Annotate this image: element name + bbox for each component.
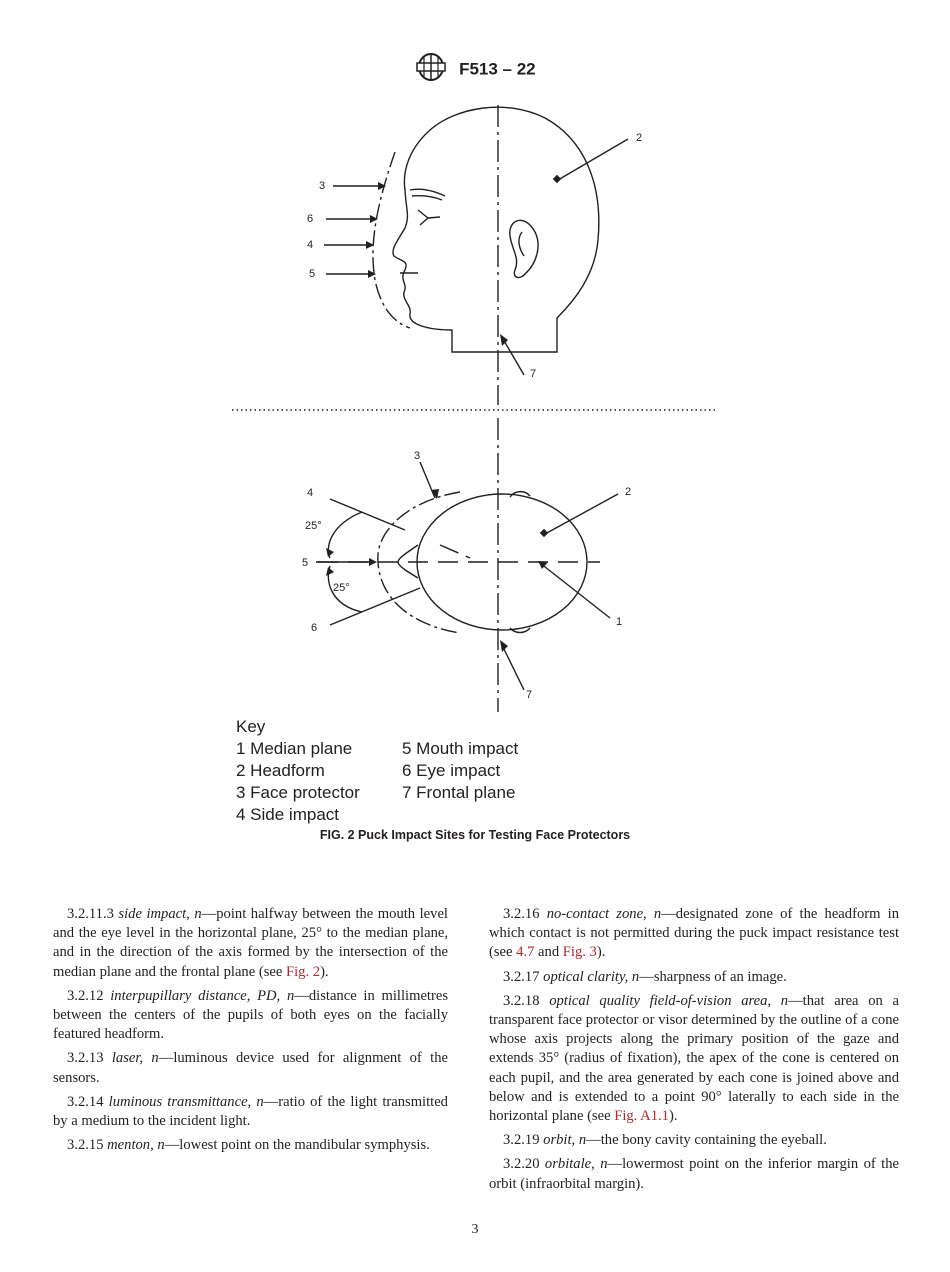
definition-term: interpupillary distance, PD, n	[110, 987, 295, 1004]
top-label-6: 6	[311, 622, 318, 634]
top-label-5: 5	[302, 557, 309, 569]
top-label-1: 1	[616, 616, 623, 628]
key-item-4: 4 Side impact	[236, 805, 339, 824]
definition-term: optical quality field-of-vision area, n	[549, 992, 789, 1009]
definition-text: —luminous device used for alignment of the sensors.	[53, 1050, 448, 1086]
definition-text: —distance in millimetres between the centers of the pupils of both eyes on the facially featured headform.	[53, 987, 449, 1043]
definition-number: 3.2.18	[503, 992, 540, 1009]
side-label-3: 3	[319, 180, 326, 192]
definition-3-2-16	[489, 905, 899, 963]
definition-3-2-14	[53, 1093, 448, 1131]
key-item-3: 3 Face protector	[236, 783, 360, 802]
head-profile-outline	[393, 107, 599, 352]
side-label-4: 4	[307, 239, 314, 251]
key-item-6: 6 Eye impact	[402, 761, 501, 780]
definition-text: —lowermost point on the inferior margin of the orbit (infraorbital margin).	[489, 1156, 899, 1192]
definition-number: 3.2.11.3	[67, 906, 114, 922]
definition-text: —point halfway between the mouth level and the eye level in the horizontal plane, 25° to the median plane, and in the direction of the axis formed by the intersection of the median plane and the frontal plane (see	[53, 906, 448, 980]
definition-term: menton, n	[107, 1137, 165, 1154]
page-number: 3	[471, 1222, 479, 1237]
standard-designation: F513 – 22	[459, 59, 536, 79]
definition-term: side impact, n	[118, 906, 202, 922]
definition-text: —lowest point on the mandibular symphysis.	[164, 1137, 430, 1154]
definition-term: orbitale, n	[544, 1156, 608, 1173]
definition-3-2-13	[53, 1049, 448, 1087]
key-title: Key	[236, 717, 266, 736]
definition-text: —sharpness of an image.	[639, 968, 787, 985]
top-label-2: 2	[625, 486, 632, 498]
angle-label-upper: 25°	[305, 520, 322, 532]
top-label-3: 3	[414, 450, 421, 462]
definition-3-2-20	[489, 1155, 899, 1193]
definition-text-end: ).	[668, 1108, 678, 1125]
definition-3-2-15	[53, 1136, 448, 1155]
definition-number: 3.2.16	[503, 906, 540, 922]
fig-3-link[interactable]: Fig. 3	[562, 944, 597, 961]
key-item-7: 7 Frontal plane	[402, 783, 516, 802]
key-item-5: 5 Mouth impact	[402, 739, 519, 758]
ear-outline	[510, 220, 538, 277]
definition-number: 3.2.19	[503, 1132, 540, 1149]
side-label-6: 6	[307, 213, 314, 225]
definition-term: luminous transmittance, n	[108, 1093, 264, 1110]
fig-2-link[interactable]: Fig. 2	[286, 963, 321, 980]
definition-3-2-11-3	[53, 905, 448, 982]
top-label-7: 7	[526, 689, 533, 701]
definition-text-end: ).	[320, 963, 329, 980]
key-item-2: 2 Headform	[236, 761, 325, 780]
definition-number: 3.2.12	[67, 987, 104, 1004]
side-label-5: 5	[309, 268, 316, 280]
definition-3-2-17	[489, 968, 899, 987]
section-4-7-link[interactable]: 4.7	[516, 944, 535, 961]
definition-text: —designated zone of the headform in which contact is not permitted during the puck impact resistance test (see	[489, 906, 900, 961]
right-column	[489, 905, 899, 1199]
top-label-4: 4	[307, 487, 314, 499]
definition-term: no-contact zone, n	[546, 906, 662, 922]
definition-3-2-18	[489, 992, 899, 1126]
definition-3-2-19	[489, 1131, 899, 1150]
left-column	[53, 905, 448, 1160]
figure-caption: FIG. 2 Puck Impact Sites for Testing Face Protectors	[319, 828, 631, 842]
definition-text-mid: and	[534, 944, 563, 961]
definition-term: laser, n	[111, 1050, 159, 1067]
side-label-7: 7	[530, 368, 537, 380]
fig-a1-1-link[interactable]: Fig. A1.1	[614, 1108, 669, 1125]
side-label-2: 2	[636, 132, 643, 144]
definition-number: 3.2.13	[67, 1050, 104, 1067]
definition-number: 3.2.14	[67, 1093, 104, 1110]
definition-number: 3.2.15	[67, 1137, 104, 1154]
definition-number: 3.2.17	[503, 968, 540, 985]
definition-number: 3.2.20	[503, 1156, 540, 1173]
key-item-1: 1 Median plane	[236, 739, 353, 758]
definition-term: orbit, n	[543, 1132, 587, 1149]
definition-text: —that area on a transparent face protector or visor determined by the outline of a cone whose axis projects along the primary position of the gaze and extends 35° (radius of fixation), the apex of the cone is centered on each pupil, and the area generated by each cone is joined above and below and is extended to a point 90° laterally to each side in the horizontal plane (see	[489, 992, 899, 1125]
definition-text: —ratio of the light transmitted by a medium to the incident light.	[53, 1093, 448, 1130]
definition-text-end: ).	[596, 944, 606, 961]
definition-term: optical clarity, n	[543, 968, 640, 985]
definition-3-2-12	[53, 987, 448, 1045]
definition-text: —the bony cavity containing the eyeball.	[586, 1132, 827, 1149]
angle-label-lower: 25°	[333, 582, 350, 594]
